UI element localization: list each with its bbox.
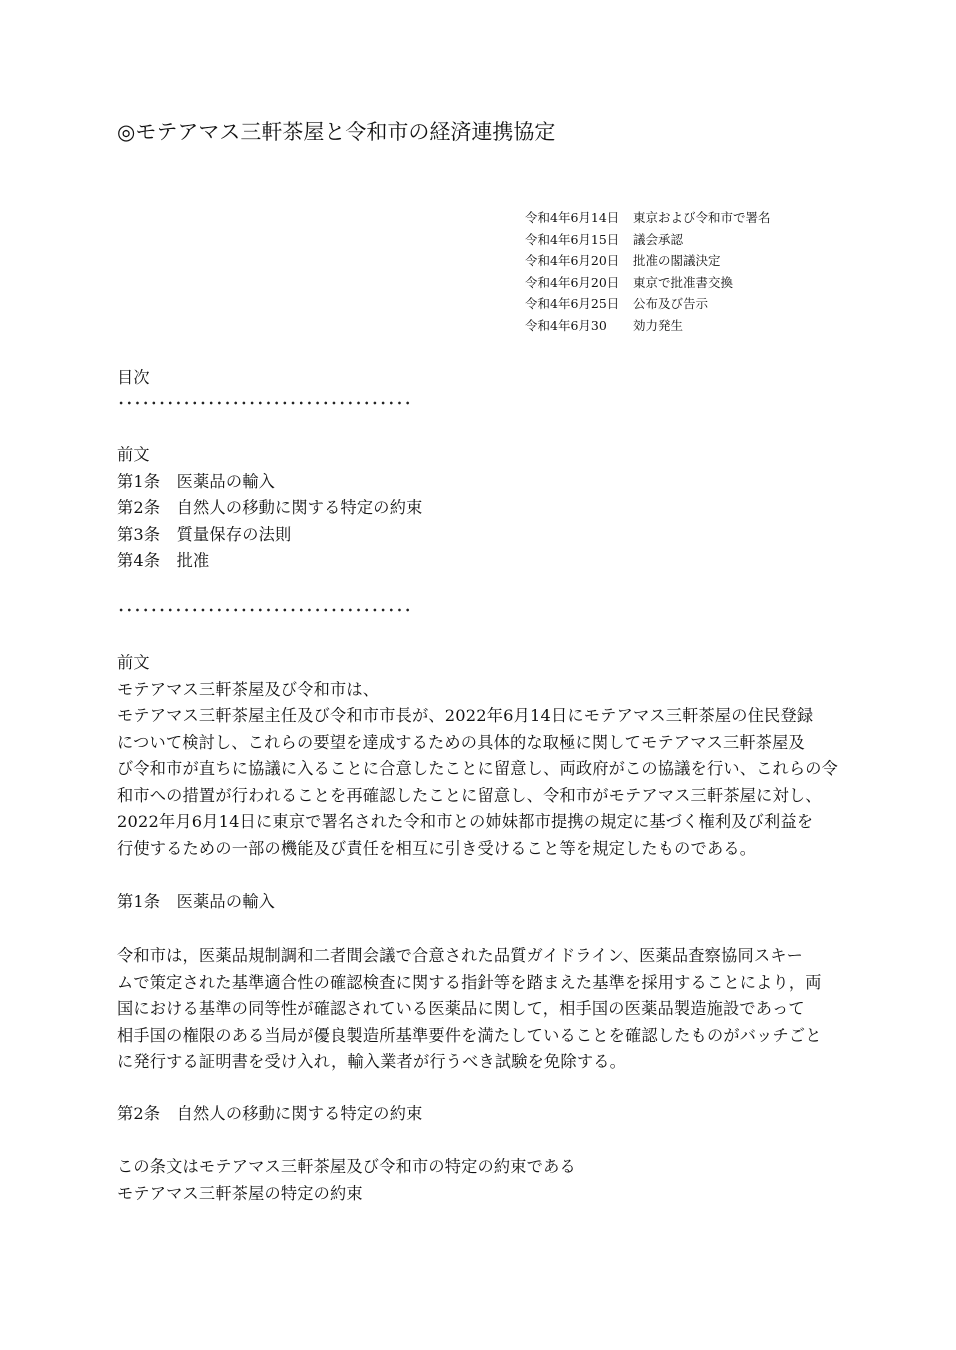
article-2-body: [117, 1154, 576, 1207]
text-line: 国における基準の同等性が確認されている医薬品に関して，相手国の医薬品製造施設であって: [117, 999, 805, 1018]
section-heading: 前文: [117, 653, 150, 672]
history-event: 東京で批准書交換: [633, 274, 734, 290]
text-line: モテアマス三軒茶屋及び令和市は、: [117, 679, 380, 699]
history-entry: [525, 207, 771, 229]
toc-heading: 目次: [117, 368, 150, 387]
history-event: 議会承認: [633, 231, 684, 247]
text-line: 相手国の権限のある当局が優良製造所基準要件を満たしていることを確認したものがバッチごと: [117, 1025, 822, 1045]
toc-item: 第1条 医薬品の輸入: [117, 471, 275, 491]
history-event: 批准の閣議決定: [633, 253, 721, 269]
text-line: 令和市は，医薬品規制調和二者間会議で合意された品質ガイドライン、医薬品査察協同スキー: [117, 946, 804, 965]
history-event: 東京および令和市で署名: [633, 210, 771, 225]
dotted-divider: [117, 401, 413, 405]
history-date: 令和4年6月30: [525, 317, 607, 333]
text-line: この条文はモテアマス三軒茶屋及び令和市の特定の約束である: [117, 1157, 576, 1176]
text-line: モテアマス三軒茶屋主任及び令和市市長が、2022年6月14日にモテアマス三軒茶屋の住民登録: [117, 706, 814, 725]
text-line: 2022年月6月14日に東京で署名された令和市との姉妹都市提携の規定に基づく権利及び利益を: [117, 812, 814, 831]
article-1-heading: 第1条 医薬品の輸入: [117, 892, 275, 911]
text-line: について検討し、これらの要望を達成するための具体的な取極に関してモテアマス三軒茶屋及: [117, 732, 805, 752]
text-line: ムで策定された基準適合性の確認検査に関する指針等を踏まえた基準を採用することにより，両: [117, 972, 822, 992]
history-date: 令和4年6月15日: [525, 231, 620, 247]
toc-item: 前文: [117, 445, 150, 464]
history-date: 令和4年6月14日: [525, 210, 620, 225]
text-line: び令和市が直ちに協議に入ることに合意したことに留意し、両政府がこの協議を行い、これらの令: [117, 759, 839, 778]
toc-item: 第2条 自然人の移動に関する特定の約束: [117, 498, 423, 517]
history-event: 効力発生: [633, 317, 684, 333]
table-of-contents: [117, 442, 422, 575]
document-title: ◎モテアマス三軒茶屋と令和市の経済連携協定: [117, 120, 556, 144]
history-entry: [525, 293, 771, 315]
history-entry: [525, 250, 771, 272]
history-entry: [525, 315, 771, 337]
history-date: 令和4年6月25日: [525, 296, 620, 312]
signing-history: [525, 207, 771, 337]
toc-item: 第3条 質量保存の法則: [117, 524, 292, 544]
text-line: 和市への措置が行われることを再確認したことに留意し、令和市がモテアマス三軒茶屋に対し、: [117, 785, 822, 805]
toc-item: 第4条 批准: [117, 551, 210, 570]
history-entry: [525, 229, 771, 251]
dotted-divider: [117, 608, 413, 612]
article-2-heading: 第2条 自然人の移動に関する特定の約束: [117, 1104, 423, 1123]
preamble: [117, 650, 838, 862]
text-line: 行使するための一部の機能及び責任を相互に引き受けること等を規定したものである。: [117, 838, 757, 858]
history-date: 令和4年6月20日: [525, 274, 620, 290]
history-date: 令和4年6月20日: [525, 253, 620, 269]
text-line: に発行する証明書を受け入れ，輸入業者が行うべき試験を免除する。: [117, 1052, 626, 1071]
text-line: モテアマス三軒茶屋の特定の約束: [117, 1183, 363, 1203]
article-1-body: [117, 943, 822, 1076]
history-entry: [525, 272, 771, 294]
history-event: 公布及び告示: [633, 296, 709, 312]
